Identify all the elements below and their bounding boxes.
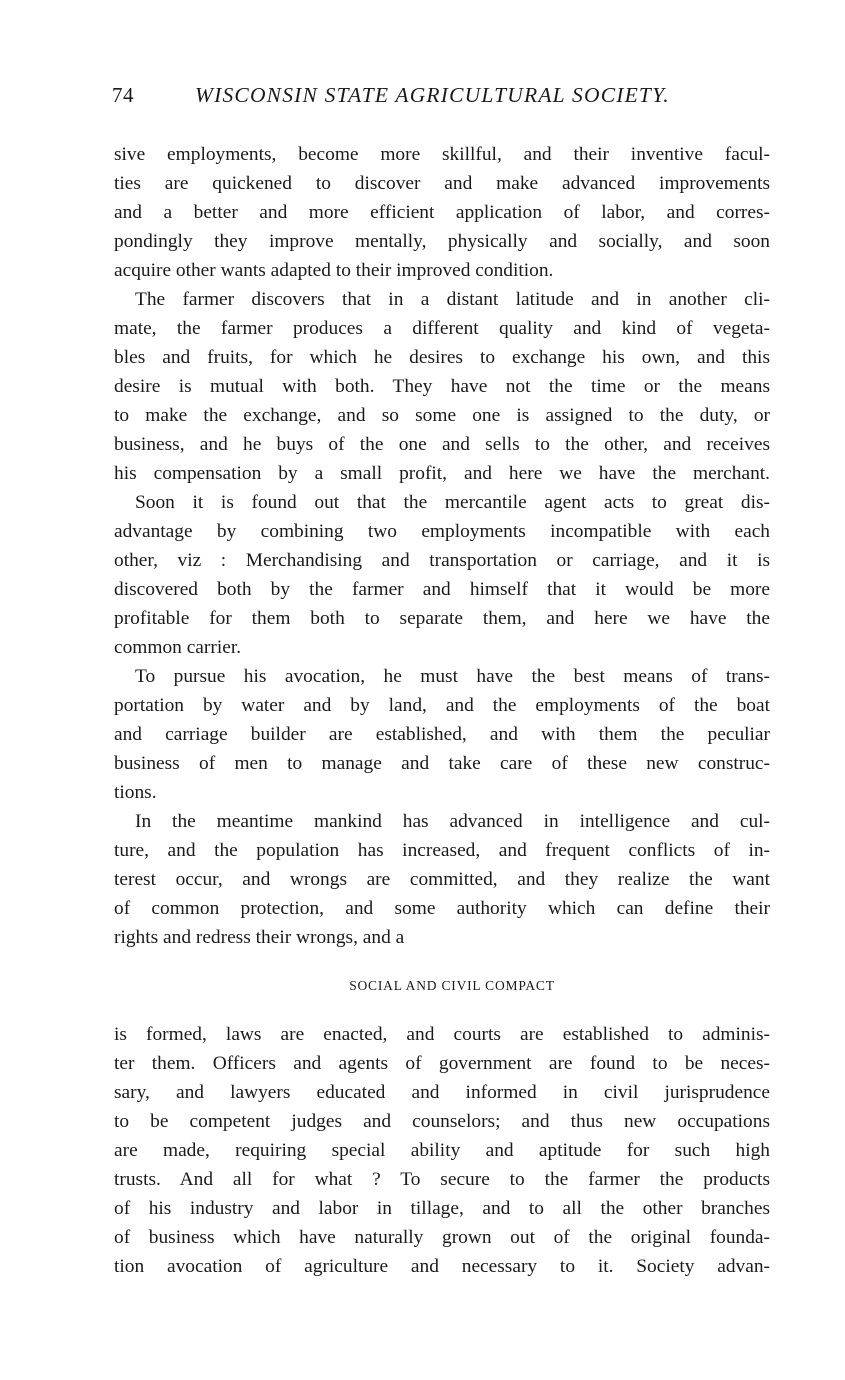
section-heading: SOCIAL AND CIVIL COMPACT xyxy=(349,978,555,993)
text-line: business, and he buys of the one and sells to the other, and receives xyxy=(114,434,770,455)
text-line: pondingly they improve mentally, physically and socially, and soon xyxy=(114,231,770,252)
text-line: discovered both by the farmer and himself that it would be more xyxy=(114,579,770,600)
text-line: common carrier. xyxy=(114,637,242,658)
text-line: of his industry and labor in tillage, and to all the other branches xyxy=(114,1198,770,1219)
text-line: are made, requiring special ability and aptitude for such high xyxy=(114,1140,770,1161)
page-number: 74 xyxy=(112,83,134,107)
paragraph-1 xyxy=(114,140,770,285)
text-line: of common protection, and some authority which can define their xyxy=(114,898,770,919)
text-line: to make the exchange, and so some one is assigned to the duty, or xyxy=(114,405,770,426)
text-line: Soon it is found out that the mercantile agent acts to great dis- xyxy=(135,492,770,513)
text-line: desire is mutual with both. They have not the time or the means xyxy=(114,376,770,397)
text-line: ture, and the population has increased, and frequent conflicts of in- xyxy=(114,840,770,861)
paragraph-5 xyxy=(114,807,770,952)
text-line: other, viz : Merchandising and transportation or carriage, and it is xyxy=(114,550,770,571)
text-line: In the meantime mankind has advanced in intelligence and cul- xyxy=(135,811,770,832)
text-line: business of men to manage and take care of these new construc- xyxy=(114,753,770,774)
paragraph-6 xyxy=(114,1020,770,1281)
text-line: The farmer discovers that in a distant latitude and in another cli- xyxy=(135,289,770,310)
text-line: profitable for them both to separate them, and here we have the xyxy=(114,608,770,629)
text-line: advantage by combining two employments incompatible with each xyxy=(114,521,770,542)
text-line: rights and redress their wrongs, and a xyxy=(114,927,405,948)
text-line: sive employments, become more skillful, and their inventive facul- xyxy=(114,144,770,165)
text-line: and carriage builder are established, and with them the peculiar xyxy=(114,724,770,745)
text-line: ter them. Officers and agents of government are found to be neces- xyxy=(114,1053,770,1074)
text-line: his compensation by a small profit, and here we have the merchant. xyxy=(114,463,770,484)
text-line: of business which have naturally grown out of the original founda- xyxy=(114,1227,770,1248)
page-header xyxy=(112,80,712,114)
text-line: tion avocation of agriculture and necessary to it. Society advan- xyxy=(114,1256,770,1277)
text-line: bles and fruits, for which he desires to exchange his own, and this xyxy=(114,347,770,368)
text-line: trusts. And all for what ? To secure to the farmer the products xyxy=(114,1169,770,1190)
paragraph-4 xyxy=(114,662,770,807)
text-line: tions. xyxy=(114,782,157,803)
text-line: sary, and lawyers educated and informed in civil jurisprudence xyxy=(114,1082,770,1103)
text-line: acquire other wants adapted to their improved condition. xyxy=(114,260,554,281)
text-line: mate, the farmer produces a different quality and kind of vegeta- xyxy=(114,318,770,339)
text-line: ties are quickened to discover and make advanced improvements xyxy=(114,173,770,194)
text-line: and a better and more efficient application of labor, and corres- xyxy=(114,202,770,223)
body-text xyxy=(114,140,770,1281)
running-title: WISCONSIN STATE AGRICULTURAL SOCIETY. xyxy=(195,83,670,107)
text-line: to be competent judges and counselors; and thus new occupations xyxy=(114,1111,770,1132)
text-line: portation by water and by land, and the employments of the boat xyxy=(114,695,770,716)
paragraph-3 xyxy=(114,488,770,662)
text-line: is formed, laws are enacted, and courts are established to adminis- xyxy=(114,1024,770,1045)
paragraph-2 xyxy=(114,285,770,488)
text-line: To pursue his avocation, he must have the best means of trans- xyxy=(135,666,770,687)
text-line: terest occur, and wrongs are committed, and they realize the want xyxy=(114,869,770,890)
